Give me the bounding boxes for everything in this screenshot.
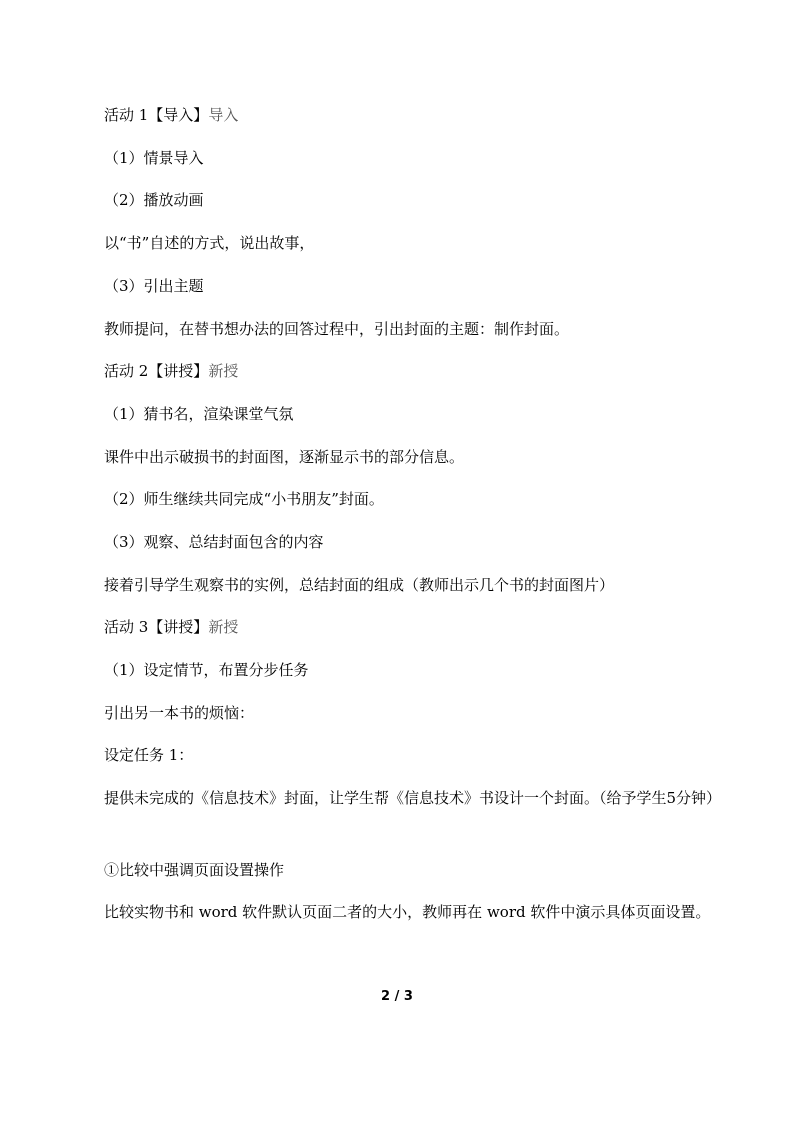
activity-3-suffix: 新授 [208, 618, 239, 636]
paragraph: ①比较中强调页面设置操作 [104, 861, 285, 879]
paragraph: （1）猜书名，渲染课堂气氛 [104, 405, 294, 423]
paragraph: （1）设定情节，布置分步任务 [104, 661, 309, 679]
paragraph-wrapped: 比较实物书和 word 软件默认页面二者的大小，教师再在 word 软件中演示具体页面设置。 [104, 903, 711, 921]
activity-3-prefix: 活动 3【讲授】 [104, 618, 209, 636]
paragraph: 以“书”自述的方式，说出故事， [104, 234, 315, 252]
activity-3-heading [0, 617, 794, 637]
activity-1-heading [0, 105, 794, 125]
paragraph: （2）播放动画 [104, 191, 204, 209]
page-number: 2 / 3 [381, 989, 413, 1004]
activity-1-suffix: 导入 [208, 106, 239, 124]
paragraph: （3）观察、总结封面包含的内容 [104, 533, 324, 551]
activity-1-prefix: 活动 1【导入】 [104, 106, 209, 124]
paragraph: 课件中出示破损书的封面图，逐渐显示书的部分信息。 [104, 448, 465, 466]
paragraph: （3）引出主题 [104, 277, 204, 295]
paragraph: 接着引导学生观察书的实例，总结封面的组成（教师出示几个书的封面图片） [104, 576, 615, 594]
paragraph: （1）情景导入 [104, 149, 204, 167]
paragraph: 设定任务 1： [104, 746, 194, 764]
paragraph: 引出另一本书的烦恼： [104, 704, 255, 722]
paragraph: 教师提问，在替书想办法的回答过程中，引出封面的主题：制作封面。 [104, 320, 570, 338]
activity-2-prefix: 活动 2【讲授】 [104, 362, 209, 380]
activity-2-suffix: 新授 [208, 362, 239, 380]
paragraph: （2）师生继续共同完成“小书朋友”封面。 [104, 490, 384, 508]
paragraph-wrapped: 提供未完成的《信息技术》封面，让学生帮《信息技术》书设计一个封面。（给予学生5分钟） [104, 789, 722, 807]
activity-2-heading [0, 361, 794, 381]
